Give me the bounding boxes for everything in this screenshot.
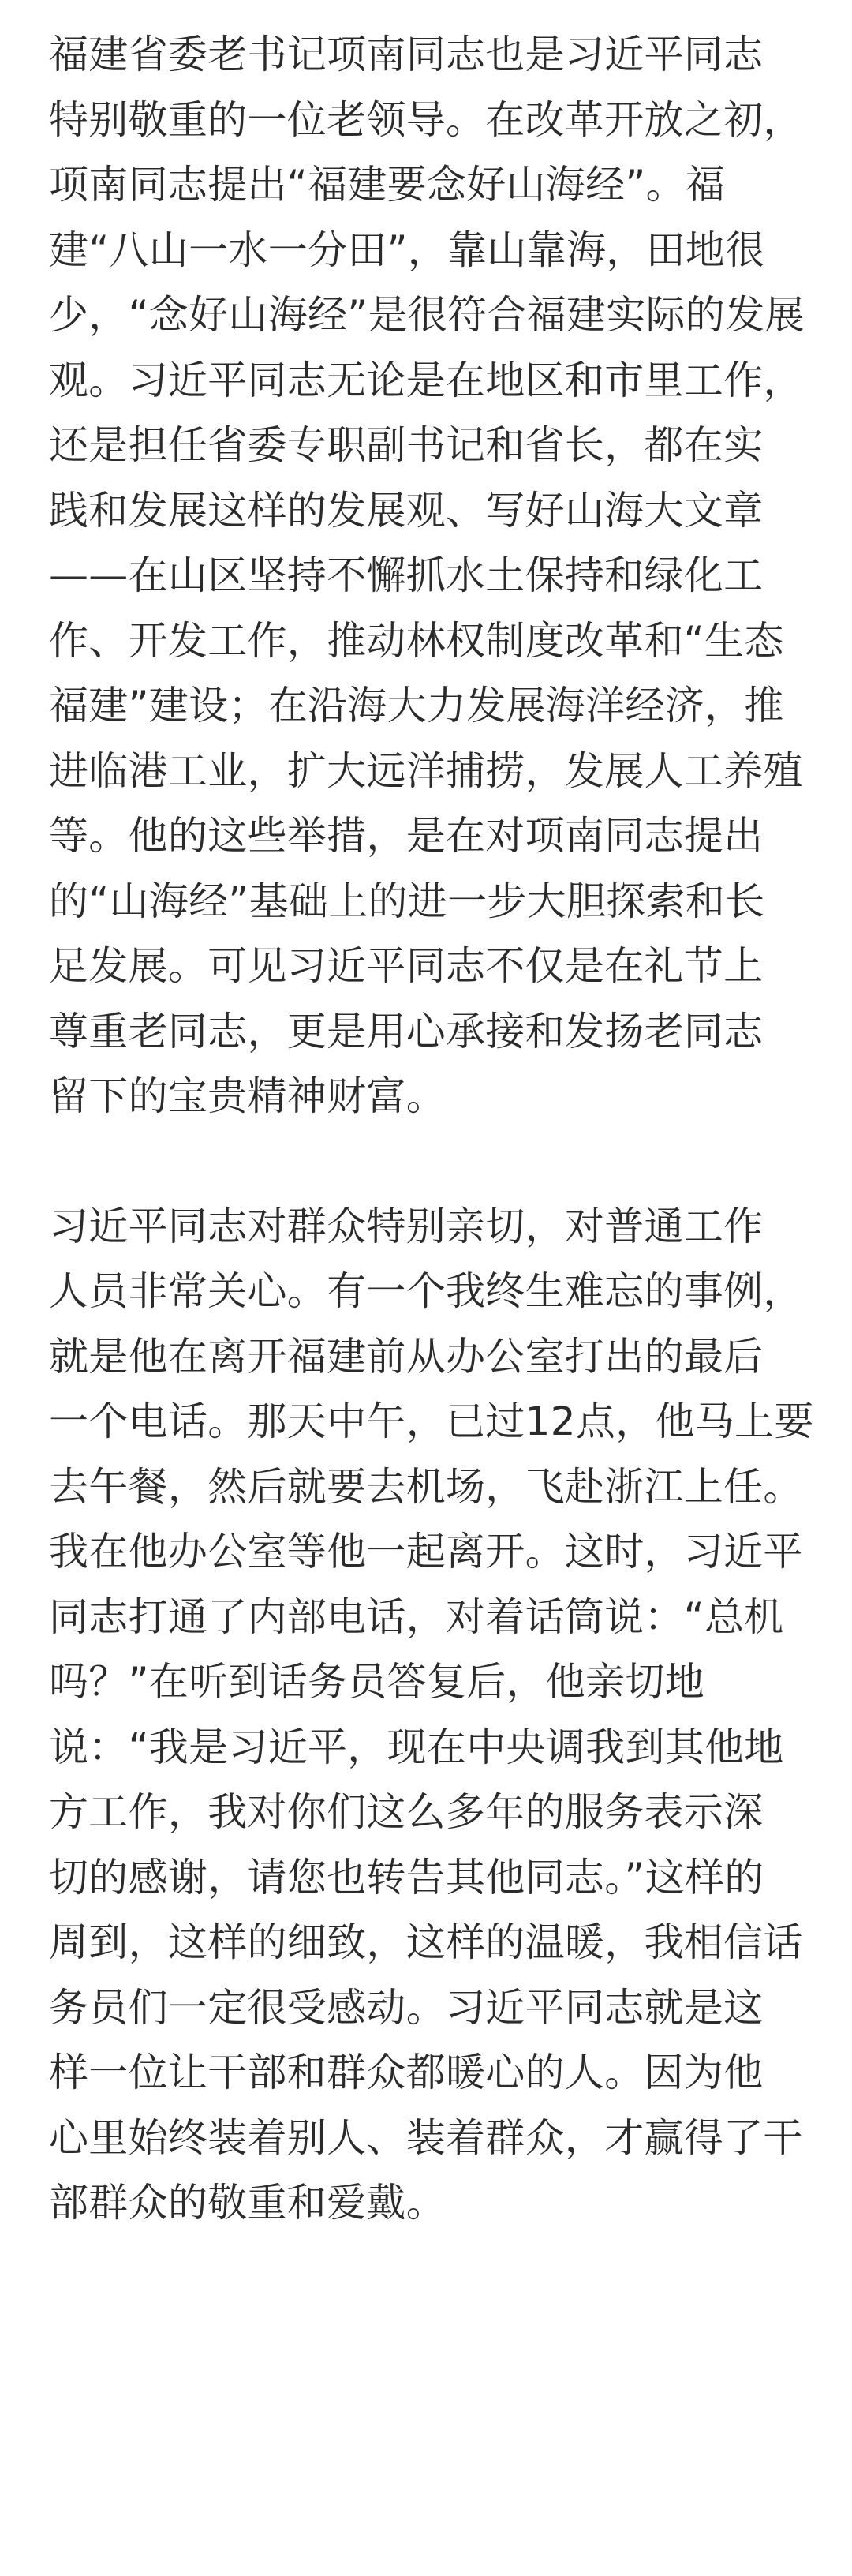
paragraph-line: 就是他在离开福建前从办公室打出的最后 — [49, 1333, 764, 1380]
paragraph-line: 样一位让干部和群众都暖心的人。因为他 — [49, 2050, 764, 2095]
paragraph-line: 少，“念好山海经”是很符合福建实际的发展 — [49, 292, 805, 338]
paragraph-line: 尊重老同志，更是用心承接和发扬老同志 — [49, 1008, 764, 1054]
paragraph-line: 一个电话。那天中午，已过12点，他马上要 — [49, 1398, 814, 1444]
article-paragraph-2 — [49, 1194, 814, 2236]
article-paragraph-1 — [49, 22, 803, 1129]
paragraph-line: 进临港工业，扩大远洋捕捞，发展人工养殖 — [49, 747, 803, 794]
paragraph-line: 方工作，我对你们这么多年的服务表示深 — [49, 1789, 764, 1835]
paragraph-line: 同志打通了内部电话，对着话筒说：“总机 — [49, 1593, 784, 1640]
paragraph-line: 去午餐，然后就要去机场，飞赴浙江上任。 — [49, 1463, 803, 1510]
paragraph-line: 践和发展这样的发展观、写好山海大文章 — [49, 487, 764, 534]
paragraph-line: 特别敬重的一位老领导。在改革开放之初， — [49, 96, 803, 143]
paragraph-line: 等。他的这些举措，是在对项南同志提出 — [49, 813, 764, 859]
paragraph-line: 福建省委老书记项南同志也是习近平同志 — [49, 32, 764, 77]
paragraph-line: 还是担任省委专职副书记和省长，都在实 — [49, 422, 764, 468]
paragraph-line: 习近平同志对群众特别亲切，对普通工作 — [49, 1203, 764, 1249]
paragraph-line: 建“八山一水一分田”，靠山靠海，田地很 — [49, 227, 765, 273]
paragraph-line: 项南同志提出“福建要念好山海经”。福 — [49, 162, 726, 208]
paragraph-line: ——在山区坚持不懈抓水土保持和绿化工 — [49, 552, 764, 598]
paragraph-line: 务员们一定很受感动。习近平同志就是这 — [49, 1984, 764, 2031]
paragraph-line: 的“山海经”基础上的进一步大胆探索和长 — [49, 878, 765, 924]
paragraph-line: 观。习近平同志无论是在地区和市里工作， — [49, 357, 803, 403]
paragraph-line: 人员非常关心。有一个我终生难忘的事例， — [49, 1268, 803, 1314]
paragraph-line: 吗？”在听到话务员答复后，他亲切地 — [49, 1659, 705, 1705]
paragraph-line: 心里始终装着别人、装着群众，才赢得了干 — [49, 2114, 803, 2161]
paragraph-line: 福建”建设；在沿海大力发展海洋经济，推 — [49, 683, 784, 728]
paragraph-line: 作、开发工作，推动林权制度改革和“生态 — [49, 617, 784, 664]
paragraph-line: 说：“我是习近平，现在中央调我到其他地 — [49, 1724, 784, 1770]
paragraph-line: 部群众的敬重和爱戴。 — [49, 2180, 446, 2226]
paragraph-line: 留下的宝贵精神财富。 — [49, 1073, 446, 1119]
paragraph-spacer — [49, 1129, 803, 1194]
paragraph-line: 切的感谢，请您也转告其他同志。”这样的 — [49, 1854, 764, 1900]
paragraph-line: 我在他办公室等他一起离开。这时，习近平 — [49, 1529, 803, 1574]
paragraph-line: 周到，这样的细致，这样的温暖，我相信话 — [49, 1919, 803, 1965]
paragraph-line: 足发展。可见习近平同志不仅是在礼节上 — [49, 943, 764, 989]
